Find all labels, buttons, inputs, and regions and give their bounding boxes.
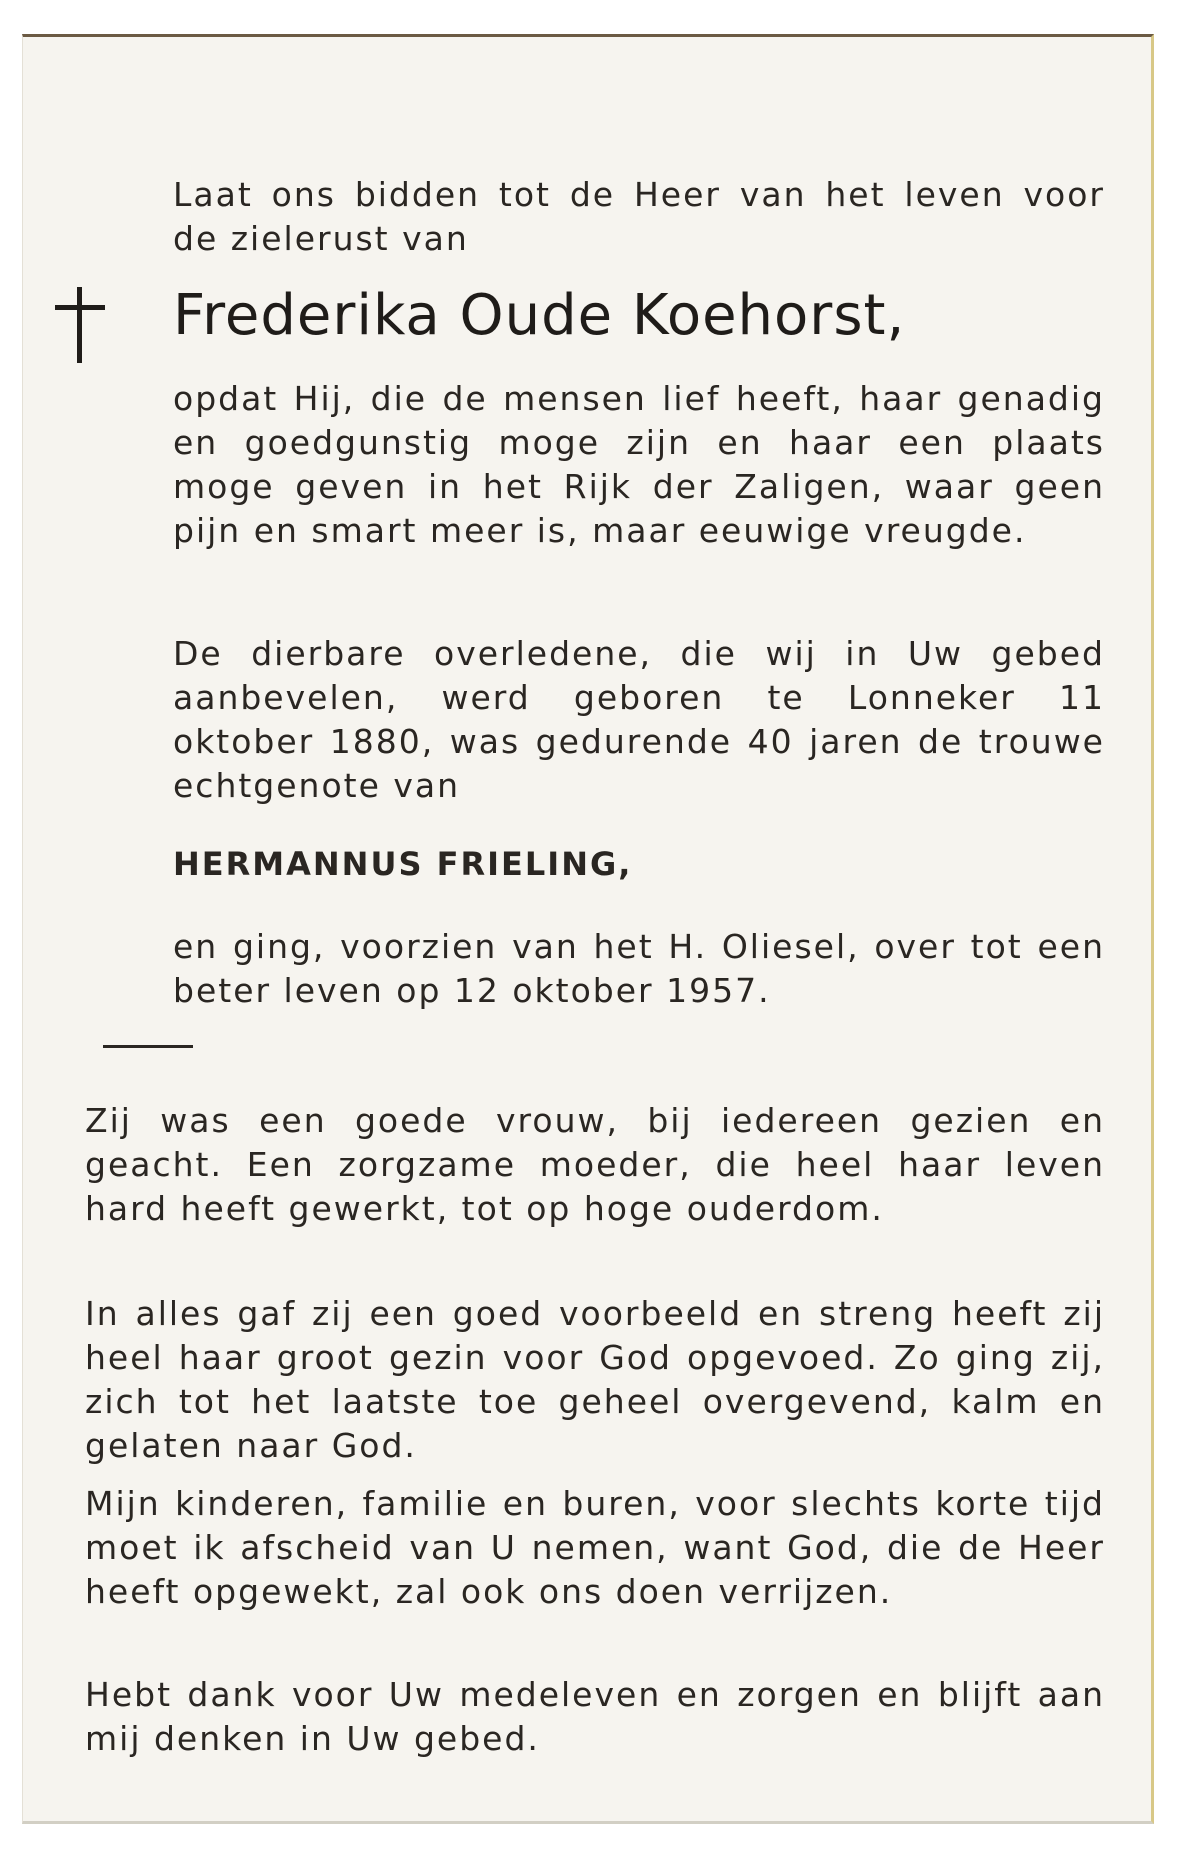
character-paragraph: Zij was een goede vrouw, bij iedereen gezien en geacht. Een zorgzame moeder, die heel haar leven hard heeft gewerkt, tot op hoge ouderdom. xyxy=(85,1101,1105,1228)
farewell-paragraph: Mijn kinderen, familie en buren, voor slechts korte tijd moet ik afscheid van U nemen, want God, die de Heer heeft opgewekt, zal ook ons doen verrijzen. xyxy=(85,1484,1105,1611)
prayer-paragraph: opdat Hij, die de mensen lief heeft, haar genadig en goedgunstig moge zijn en haar een plaats moge geven in het Rijk der Zaligen, waar geen pijn en smart meer is, maar eeuwige vreugde. xyxy=(173,379,1105,550)
memorial-card xyxy=(22,34,1154,1824)
latin-cross-icon xyxy=(55,287,105,363)
death-paragraph: en ging, voorzien van het H. Oliesel, over tot een beter leven op 12 oktober 1957. xyxy=(173,927,1105,1010)
section-divider xyxy=(103,1045,193,1048)
intro-text: Laat ons bidden tot de Heer van het leven voor de zielerust van xyxy=(173,175,1105,258)
deceased-name: Frederika Oude Koehorst, xyxy=(173,283,906,348)
thanks-paragraph: Hebt dank voor Uw medeleven en zorgen en blijft aan mij denken in Uw gebed. xyxy=(85,1675,1105,1758)
biography-paragraph: De dierbare overledene, die wij in Uw gebed aanbevelen, werd geboren te Lonneker 11 oktober 1880, was gedurende 40 jaren de trouwe echtgenote van xyxy=(173,634,1105,805)
husband-name: HERMANNUS FRIELING, xyxy=(173,845,633,883)
example-paragraph: In alles gaf zij een goed voorbeeld en streng heeft zij heel haar groot gezin voor God opgevoed. Zo ging zij, zich tot het laatste toe geheel overgevend, kalm en gelaten naar God. xyxy=(85,1294,1105,1465)
